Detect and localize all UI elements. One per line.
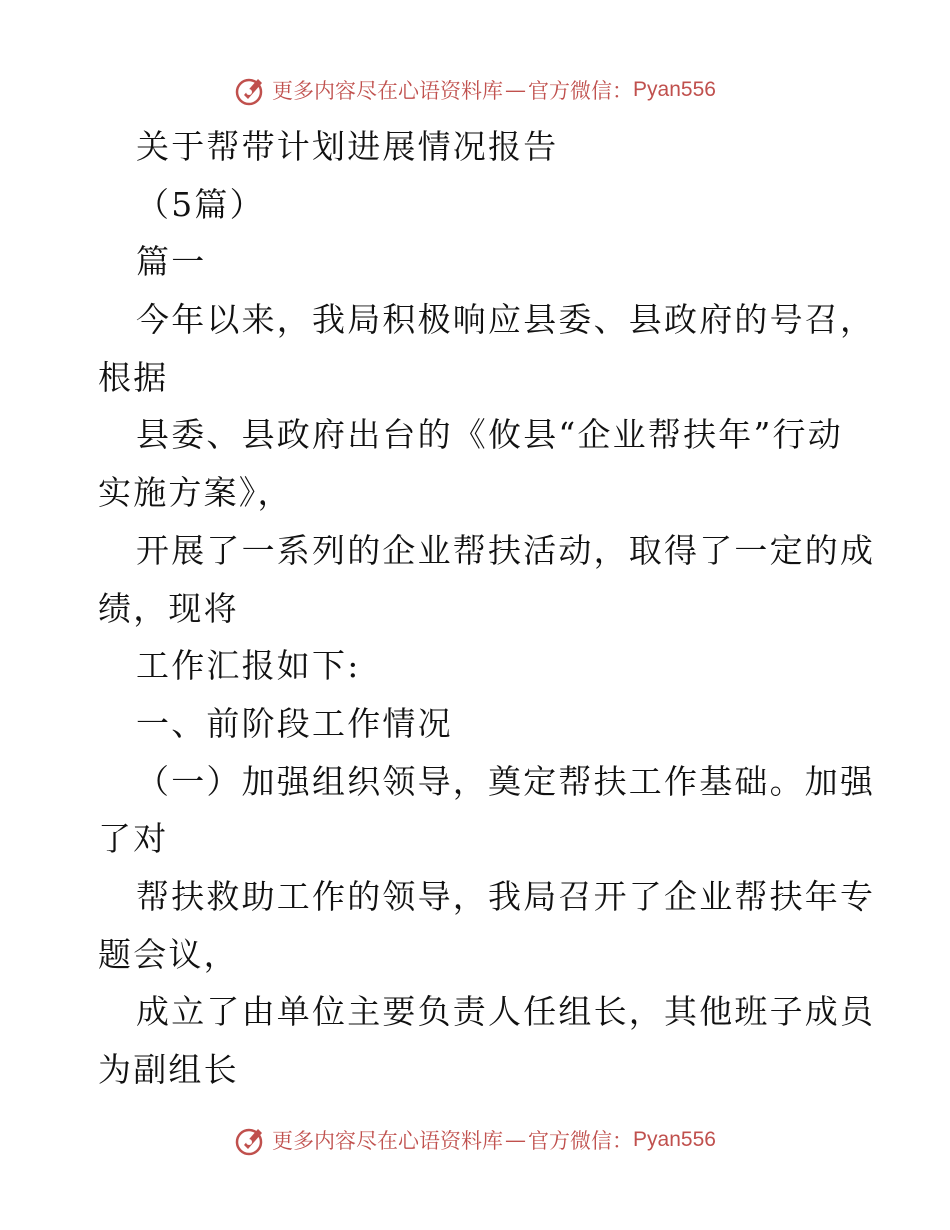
document-body <box>98 118 876 1099</box>
text-line: 开展了一系列的企业帮扶活动，取得了一定的成 <box>136 530 876 570</box>
text-line: 一、前阶段工作情况 <box>136 703 453 743</box>
watermark-label: 官方微信： <box>528 1129 634 1153</box>
text-line: 根据 <box>98 357 169 397</box>
watermark-dash: — <box>505 1128 527 1152</box>
text-line: 实施方案》， <box>98 473 293 513</box>
pen-nib-logo-icon <box>234 73 268 107</box>
text-line: （5篇） <box>136 184 265 224</box>
watermark-label: 官方微信： <box>528 79 634 103</box>
text-line: 帮扶救助工作的领导，我局召开了企业帮扶年专 <box>136 876 876 916</box>
text-line: 为副组长 <box>98 1050 239 1089</box>
text-line: 关于帮带计划进展情况报告 <box>136 127 559 166</box>
pen-nib-logo-icon <box>234 1123 268 1157</box>
watermark-id: Pyan556 <box>633 1128 716 1151</box>
text-line: 题会议， <box>98 934 239 974</box>
text-line: 成立了由单位主要负责人任组长，其他班子成员 <box>136 992 876 1032</box>
text-line: 篇一 <box>136 242 207 282</box>
watermark-id: Pyan556 <box>633 78 716 101</box>
text-line: 绩，现将 <box>98 588 239 628</box>
text-line: 工作汇报如下: <box>136 646 361 686</box>
text-line: 县委、县政府出台的《攸县“企业帮扶年”行动 <box>136 415 843 455</box>
watermark-footer <box>0 1120 950 1160</box>
watermark-brand: 更多内容尽在心语资料库 <box>272 1129 504 1153</box>
text-line: 今年以来，我局积极响应县委、县政府的号召， <box>136 300 876 340</box>
watermark-header <box>0 70 950 110</box>
watermark-brand: 更多内容尽在心语资料库 <box>272 79 504 103</box>
text-line: 了对 <box>98 819 169 859</box>
text-line: （一）加强组织领导，奠定帮扶工作基础。加强 <box>136 761 876 801</box>
watermark-dash: — <box>505 78 527 102</box>
